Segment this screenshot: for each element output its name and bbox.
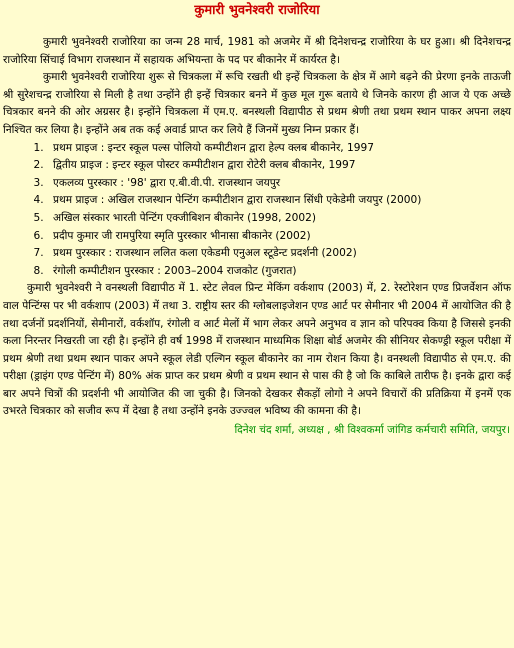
list-item: 2. द्वितीय प्राइज : इन्टर स्कूल पोस्टर कम्पीटीशन द्वारा रोटेरी क्लब बीकानेर, 1997 (47, 157, 511, 175)
intro-paragraph: कुमारी भुवनेश्वरी राजोरिया का जन्म 28 मार्च, 1981 को अजमेर में श्री दिनेशचन्द्र राजोरिया के घर हुआ। श्री दिनेशचन्द्र राजोरिया सिंचाई विभाग राजस्थान में सहायक अभियन्ता के पद पर बीकानेर में कार्यरत है। (3, 36, 511, 66)
page-title: कुमारी भुवनेश्वरी राजोरिया (194, 3, 320, 18)
list-item: 4. प्रथम प्राइज : अखिल राजस्थान पेन्टिंग कम्पीटीशन द्वारा राजस्थान सिंधी एकेडेमी जयपुर (2000) (47, 192, 511, 210)
list-item: 7. प्रथम पुरस्कार : राजस्थान ललित कला एकेडमी एनुअल स्टूडेन्ट प्रदर्शनी (2002) (47, 245, 511, 263)
list-item: 5. अखिल संस्कार भारती पेन्टिंग एक्जीबिशन बीकानेर (1998, 2002) (47, 210, 511, 228)
awards-list (3, 140, 511, 281)
list-item: 3. एकलव्य पुरस्कार : '98' द्वारा ए.बी.वी.पी. राजस्थान जयपुर (47, 175, 511, 193)
interest-paragraph: कुमारी भुवनेश्वरी राजोरिया शुरू से चित्रकला में रूचि रखती थी इन्हें चित्रकला के क्षेत्र में आगे बढ़ने की प्रेरणा इनके ताऊजी श्री सुरेशचन्द्र राजोरिया से मिली है तथा उन्होंने ही इन्हें चित्रकार बनने में कुछ मूल गुरू बताये थे जिनके कारण ही आज ये एक अच्छे चित्रकार बनने की ओर अग्रसर है। इन्होंने चित्रकला में एम.ए. बनस्थली विद्यापीठ से प्रथम श्रेणी तथा प्रथम स्थान पाकर अपना लक्ष्य निश्चित कर लिया है। इन्होंने अब तक कई अवार्ड प्राप्त कर लिये हैं जिनमें मुख्य निम्न प्रकार हैं। (3, 71, 511, 136)
list-item: 1. प्रथम प्राइज : इन्टर स्कूल पल्स पोलियो कम्पीटीशन द्वारा हेल्प क्लब बीकानेर, 1997 (47, 140, 511, 158)
achievements-paragraph: कुमारी भुवनेश्वरी ने वनस्थली विद्यापीठ में 1. स्टेट लेवल प्रिन्ट मेकिंग वर्कशाप (2003) में, 2. रेस्टोरेशन एण्ड प्रिजर्वेशन ऑफ वाल पेन्टिंग्स पर भी वर्कशाप (2003) में तथा 3. राष्ट्रीय स्तर की ग्लोबलाइजेशन एण्ड आर्ट पर सेमीनार भी 2004 में आयोजित की है तथा दर्जनों प्रदर्शनियों, सेमीनारों, वर्कशॉप, रंगोली व आर्ट मेलों में भाग लेकर अपने अनुभव व ज्ञान को परिपक्व किया है जिससे इनकी कला निरन्तर निखरती जा रही है। इन्होंने ही वर्ष 1998 में राजस्थान माध्यमिक शिक्षा बोर्ड अजमेर की सीनियर सेकण्ड्री स्कूल परीक्षा में प्रथम श्रेणी तथा प्रथम स्थान पाकर अपने स्कूल लेडी एल्गिन स्कूल बीकानेर का नाम रोशन किया है। वनस्थली विद्यापीठ से एम.ए. की परीक्षा (ड्राइंग एण्ड पेन्टिंग में) 80% अंक प्राप्त कर प्रथम श्रेणी व प्रथम स्थान से पास की है जो कि काबिले तारीफ है। इनके द्वारा कई बार अपने चित्रों की प्रदर्शनी भी आयोजित की जा चुकी है। जिनको देखकर सैकड़ों लोगो ने अपने विचारों की प्रतिक्रिया में इनमें एक उभरते चित्रकार को सजीव रूप में देखा है तथा उन्होंने इनके उज्ज्वल भविष्य की कामना की है। (3, 282, 511, 418)
signature: दिनेश चंद शर्मा, अध्यक्ष , श्री विश्वकर्मा जांगिड कर्मचारी समिति, जयपुर। (234, 424, 510, 437)
list-item: 8. रंगोली कम्पीटीशन पुरस्कार : 2003–2004 राजकोट (गुजरात) (47, 263, 511, 281)
list-item: 6. प्रदीप कुमार जी रामपुरिया स्मृति पुरस्कार भीनासा बीकानेर (2002) (47, 228, 511, 246)
